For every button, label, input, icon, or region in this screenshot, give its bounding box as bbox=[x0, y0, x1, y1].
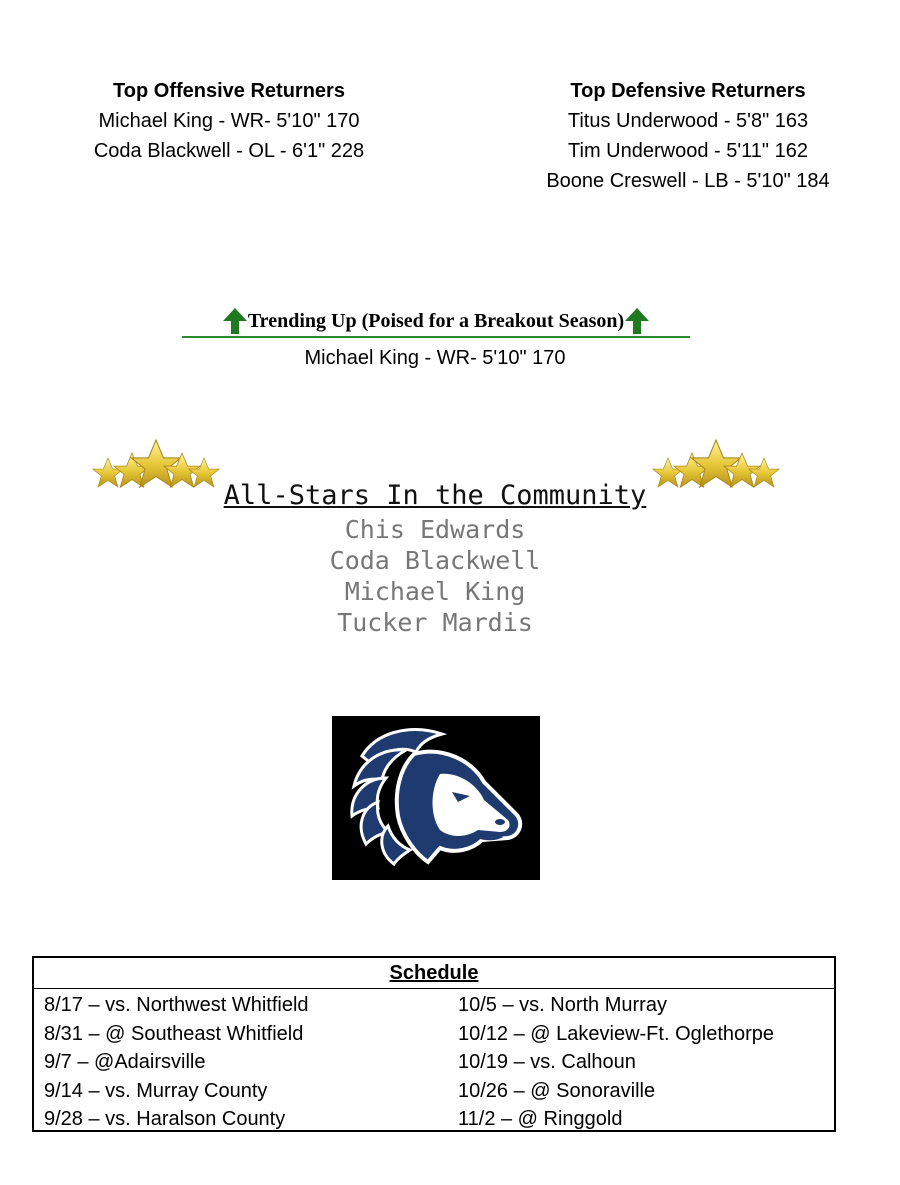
schedule-column-right bbox=[458, 991, 774, 1134]
schedule-header bbox=[34, 958, 834, 989]
trending-up-heading bbox=[182, 306, 690, 338]
trending-player: Michael King - WR- 5'10" 170 bbox=[304, 347, 566, 369]
schedule-game: 8/31 – @ Southeast Whitfield bbox=[44, 1022, 304, 1045]
allstars-title: All-Stars In the Community bbox=[223, 480, 647, 511]
allstar-name: Chis Edwards bbox=[344, 515, 526, 544]
allstars-section bbox=[180, 478, 690, 638]
defensive-returners bbox=[520, 76, 856, 196]
schedule-game: 10/19 – vs. Calhoun bbox=[458, 1051, 636, 1074]
schedule-column-left bbox=[44, 991, 309, 1134]
schedule-game: 11/2 – @ Ringgold bbox=[458, 1108, 623, 1131]
horse-head-icon bbox=[332, 716, 540, 880]
allstar-name: Coda Blackwell bbox=[329, 546, 541, 575]
schedule-game: 10/5 – vs. North Murray bbox=[458, 994, 667, 1016]
defensive-returners-heading: Top Defensive Returners bbox=[570, 80, 806, 102]
defensive-player: Tim Underwood - 5'11" 162 bbox=[568, 140, 808, 162]
schedule-table bbox=[32, 956, 836, 1132]
schedule-game: 9/28 – vs. Haralson County bbox=[44, 1108, 286, 1131]
defensive-player: Boone Creswell - LB - 5'10" 184 bbox=[546, 170, 830, 192]
trending-up-label: Trending Up (Poised for a Breakout Season) bbox=[247, 309, 625, 332]
schedule-game: 10/26 – @ Sonoraville bbox=[458, 1079, 656, 1102]
allstar-name: Tucker Mardis bbox=[337, 608, 533, 637]
mustang-logo bbox=[332, 716, 540, 880]
offensive-player: Michael King - WR- 5'10" 170 bbox=[98, 110, 360, 132]
schedule-title: Schedule bbox=[389, 962, 479, 984]
up-arrow-icon bbox=[624, 307, 650, 335]
schedule-game: 9/14 – vs. Murray County bbox=[44, 1079, 268, 1102]
schedule-game: 8/17 – vs. Northwest Whitfield bbox=[44, 994, 309, 1016]
schedule-game: 10/12 – @ Lakeview-Ft. Oglethorpe bbox=[458, 1022, 775, 1045]
up-arrow-icon bbox=[222, 307, 248, 335]
schedule-game: 9/7 – @Adairsville bbox=[44, 1051, 206, 1074]
offensive-player: Coda Blackwell - OL - 6'1" 228 bbox=[93, 140, 365, 162]
allstar-name: Michael King bbox=[344, 577, 526, 606]
defensive-player: Titus Underwood - 5'8" 163 bbox=[567, 110, 809, 132]
offensive-returners bbox=[70, 76, 388, 166]
offensive-returners-heading: Top Offensive Returners bbox=[113, 80, 345, 102]
